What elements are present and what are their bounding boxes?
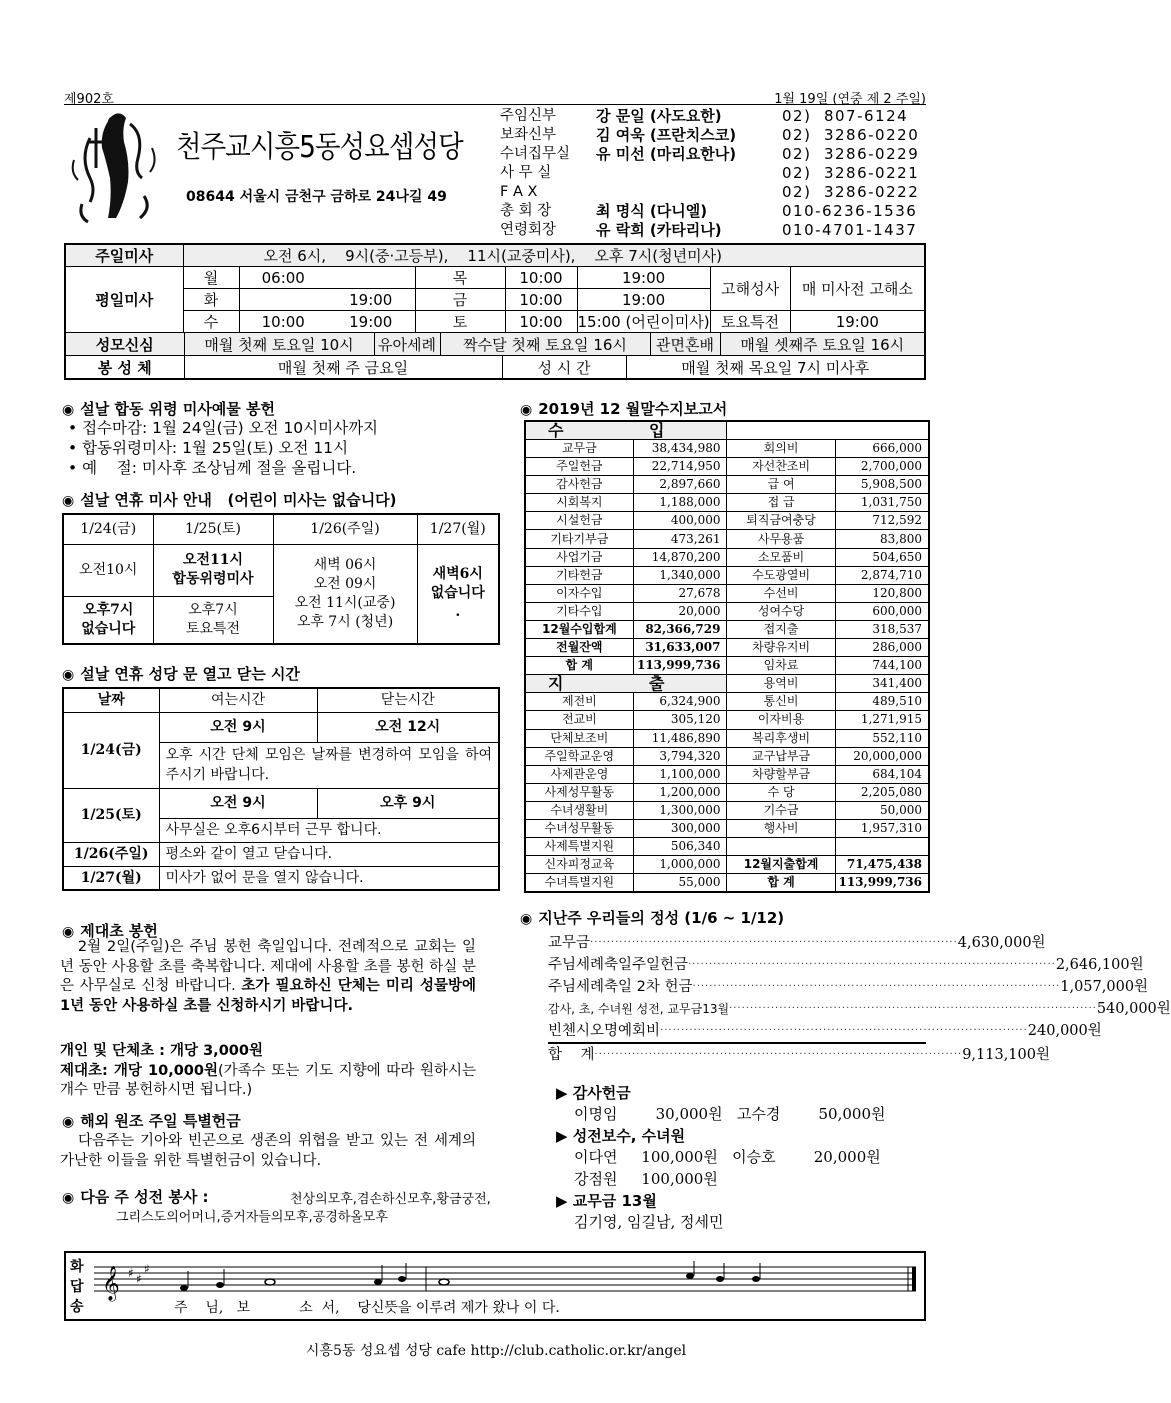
offering-amount: 2,646,100원	[1055, 957, 1144, 973]
table-row	[525, 602, 929, 620]
finance-value: 1,000,000	[633, 856, 727, 874]
finance-label: 주일헌금	[525, 458, 633, 476]
contact-phone: 010-4701-1437	[782, 221, 918, 239]
finance-value: 1,100,000	[633, 765, 727, 783]
finance-value: 83,800	[835, 530, 929, 548]
finance-label: 사업기금	[525, 548, 633, 566]
table-row	[525, 548, 929, 566]
offering-row: 주님세례축일 2차 헌금 ························································································ 1,057,000원	[548, 976, 926, 998]
confession-time: 매 미사전 고해소	[790, 267, 925, 311]
offering-row: 교무금 ························································································ 4,630,000원	[548, 932, 926, 954]
contact-name: 김 여욱 (프란치스코)	[596, 126, 737, 144]
offerings-list	[548, 932, 1171, 1064]
thu-time-b: 19:00	[577, 267, 710, 289]
finance-value: 286,000	[835, 639, 929, 657]
col-head: 1/26(주일)	[273, 514, 417, 544]
holiday-mass-table	[62, 513, 500, 645]
table-row	[525, 856, 929, 874]
day-mon: 월	[183, 267, 239, 289]
finance-label: 기타수입	[525, 602, 633, 620]
finance-value: 684,104	[835, 765, 929, 783]
finance-label: 합 계	[525, 657, 633, 675]
finance-label: 수선비	[727, 584, 835, 602]
communion-time: 매월 첫째 주 금요일	[184, 356, 502, 378]
thanks-group-title: ▶ 교무금 13월	[556, 1192, 657, 1210]
table-row	[525, 783, 929, 801]
note-cell: 오후 시간 단체 모임은 날짜를 변경하여 모임을 하여 주시기 바랍니다.	[159, 742, 499, 788]
finance-value: 22,714,950	[633, 458, 727, 476]
finance-value: 1,271,915	[835, 711, 929, 729]
section-title: 설날 연휴 미사 안내 (어린이 미사는 없습니다)	[80, 491, 397, 509]
finance-label: 용역비	[727, 675, 835, 693]
list-item: • 접수마감: 1월 24일(금) 오전 10시미사까지	[68, 419, 379, 437]
finance-value: 20,000	[633, 602, 727, 620]
finance-value: 2,205,080	[835, 783, 929, 801]
finance-head: 지 출	[525, 675, 727, 693]
door-hours-table	[62, 687, 500, 891]
finance-value: 50,000	[835, 801, 929, 819]
section-holiday-mass: ◉ 설날 연휴 미사 안내 (어린이 미사는 없습니다)	[62, 491, 397, 509]
table-row	[525, 639, 929, 657]
finance-value: 120,800	[835, 584, 929, 602]
finance-label: 행사비	[727, 819, 835, 837]
offering-label: 주님세례축일주일헌금	[548, 957, 689, 973]
cell: 오후7시 토요특전	[153, 596, 273, 644]
finance-label: 수 당	[727, 783, 835, 801]
contact-phone: 02) 3286-0220	[782, 126, 920, 144]
finance-label: 사제성무활동	[525, 783, 633, 801]
cell: 새벽 06시 오전 09시 오전 11시(교중) 오후 7시 (청년)	[273, 544, 417, 644]
finance-label: 시회복지	[525, 494, 633, 512]
overseas-aid-text: 다음주는 기아와 빈곤으로 생존의 위협을 받고 있는 전 세계의 가난한 이들을 위한 특별헌금이 있습니다.	[60, 1133, 476, 1169]
finance-value: 400,000	[633, 512, 727, 530]
offering-amount: 9,113,100원	[962, 1047, 1050, 1063]
finance-label: 이자비용	[727, 711, 835, 729]
col-head: 여는시간	[159, 688, 317, 712]
table-row	[525, 801, 929, 819]
date-cell: 1/25(토)	[63, 788, 159, 842]
offering-label: 감사, 초, 수녀원 성전, 교무금13월	[548, 1002, 730, 1016]
list-item: 이명임 30,000원 고수경 50,000원	[574, 1105, 886, 1123]
marian-label: 성모신심	[66, 333, 184, 355]
cell: 새벽6시 없습니다 .	[417, 544, 499, 644]
finance-label: 12월수입합계	[525, 620, 633, 638]
personal-candle-price: 개인 및 단체초 : 개당 3,000원	[60, 1043, 263, 1059]
service-groups-a: 천상의모후,겸손하신모후,황금궁전,	[290, 1192, 491, 1207]
contact-row	[500, 202, 926, 221]
sunday-mass-label: 주일미사	[65, 244, 183, 267]
finance-label: 수녀생활비	[525, 801, 633, 819]
section-title: 제대초 봉헌	[80, 922, 158, 940]
contact-row	[500, 164, 926, 183]
day-thu: 목	[415, 267, 505, 289]
contact-row	[500, 107, 926, 126]
table-row	[525, 765, 929, 783]
finance-label: 접 급	[727, 494, 835, 512]
finance-value: 5,908,500	[835, 476, 929, 494]
finance-label: 단체보조비	[525, 729, 633, 747]
finance-label: 수녀성무활동	[525, 819, 633, 837]
contact-name: 유 미선 (마리요한나)	[596, 145, 737, 163]
day-fri: 금	[415, 289, 505, 311]
table-row	[525, 566, 929, 584]
open-cell: 오전 9시	[159, 712, 317, 742]
contact-phone: 02) 807-6124	[782, 107, 909, 125]
finance-value: 27,678	[633, 584, 727, 602]
finance-label: 시설헌금	[525, 512, 633, 530]
svg-text:♯: ♯	[128, 1266, 134, 1280]
contact-phone: 02) 3286-0221	[782, 164, 920, 182]
finance-label: 전월잔액	[525, 639, 633, 657]
finance-value: 82,366,729	[633, 620, 727, 638]
table-row	[525, 711, 929, 729]
finance-value: 552,110	[835, 729, 929, 747]
contact-name	[582, 183, 782, 202]
offering-label: 주님세례축일 2차 헌금	[548, 979, 693, 995]
section-next-week-service: ◉ 다음 주 성전 봉사 :	[62, 1188, 209, 1206]
close-cell: 오후 9시	[317, 788, 499, 818]
contact-name: 최 명식 (다니엘)	[596, 202, 708, 220]
dispensation-label: 관면혼배	[650, 333, 720, 355]
contact-row	[500, 145, 926, 164]
day-tue: 화	[183, 289, 239, 311]
offering-label: 교무금	[548, 935, 591, 951]
section-title: 해외 원조 주일 특별헌금	[80, 1112, 241, 1130]
sat-special-label: 토요특전	[710, 311, 790, 333]
table-row	[525, 747, 929, 765]
thanks-group-title: ▶ 감사헌금	[556, 1084, 631, 1102]
footer: 시흥5동 성요셉 성당 cafe http://club.catholic.or.kr/angel	[305, 1343, 687, 1359]
contact-role: 연령회장	[500, 222, 557, 238]
finance-value: 113,999,736	[835, 874, 929, 893]
cell: 오후7시 없습니다	[63, 596, 153, 644]
finance-value: 300,000	[633, 819, 727, 837]
date-cell: 1/24(금)	[63, 712, 159, 788]
church-title: 천주교시흥5동성요셉성당	[176, 130, 463, 165]
altar-candle-price: 제대초: 개당 10,000원	[60, 1062, 218, 1079]
finance-value: 71,475,438	[835, 856, 929, 874]
finance-value: 712,592	[835, 512, 929, 530]
close-cell: 오전 12시	[317, 712, 499, 742]
finance-value: 38,434,980	[633, 440, 727, 458]
service-groups-b: 그리스도의어머니,증거자들의모후,공경하올모후	[116, 1210, 388, 1225]
offering-row: 감사, 초, 수녀원 성전, 교무금13월 ························································································ 540,000원	[548, 998, 926, 1020]
confession-label: 고해성사	[710, 267, 790, 311]
note-cell: 사무실은 오후6시부터 근무 합니다.	[159, 818, 499, 842]
fri-time-a: 10:00	[505, 289, 577, 311]
candle-prices	[60, 1042, 476, 1101]
finance-value: 6,324,900	[633, 693, 727, 711]
section-memorial-mass: ◉ 설날 합동 위령 미사예물 봉헌	[62, 400, 275, 418]
issue-date: 1월 19일 (연중 제 2 주일)	[774, 92, 926, 107]
contacts-table	[500, 107, 926, 240]
finance-label: 성여수당	[727, 602, 835, 620]
contact-name: 유 락희 (카타리나)	[596, 221, 722, 239]
finance-head: 수 입	[525, 421, 727, 440]
contact-name	[582, 164, 782, 183]
table-row	[525, 874, 929, 893]
finance-value	[835, 838, 929, 856]
finance-label: 자선찬조비	[727, 458, 835, 476]
finance-label: 퇴직금여충당	[727, 512, 835, 530]
section-title: 지난주 우리들의 정성 (1/6 ~ 1/12)	[538, 909, 785, 927]
sat-special-time: 19:00	[790, 311, 925, 333]
finance-value: 1,031,750	[835, 494, 929, 512]
finance-value: 305,120	[633, 711, 727, 729]
col-head: 1/27(월)	[417, 514, 499, 544]
offering-label: 합 계	[548, 1047, 595, 1063]
finance-value: 20,000,000	[835, 747, 929, 765]
contact-row	[500, 126, 926, 145]
finance-label: 기수금	[727, 801, 835, 819]
sat-time-b: 15:00 (어린이미사)	[577, 311, 710, 333]
church-logo-icon	[68, 108, 158, 226]
psalm-score	[64, 1251, 926, 1321]
finance-label: 12월지출합계	[727, 856, 835, 874]
finance-section-head	[525, 421, 929, 440]
svg-text:♯: ♯	[144, 1262, 150, 1276]
col-head: 날짜	[63, 688, 159, 712]
offering-row: 주님세례축일주일헌금 ························································································ 2,646,100원	[548, 954, 926, 976]
finance-value: 31,633,007	[633, 639, 727, 657]
cell: 오전11시 합동위령미사	[153, 544, 273, 596]
finance-label: 전교비	[525, 711, 633, 729]
contact-phone: 010-6236-1536	[782, 202, 918, 220]
finance-value: 506,340	[633, 838, 727, 856]
finance-value: 113,999,736	[633, 657, 727, 675]
communion-label: 봉 성 체	[66, 356, 184, 378]
sunday-mass-times: 오전 6시, 9시(중·고등부), 11시(교중미사), 오후 7시(청년미사)	[183, 244, 925, 267]
finance-label: 소모품비	[727, 548, 835, 566]
svg-text:♯: ♯	[136, 1272, 142, 1286]
finance-label: 사제관운영	[525, 765, 633, 783]
section-title: 설날 합동 위령 미사예물 봉헌	[80, 400, 275, 418]
marian-time: 매월 첫째 토요일 10시	[184, 333, 374, 355]
finance-value: 1,300,000	[633, 801, 727, 819]
finance-value: 2,874,710	[835, 566, 929, 584]
finance-label: 회의비	[727, 440, 835, 458]
finance-label: 수녀특별지원	[525, 874, 633, 893]
finance-label: 통신비	[727, 693, 835, 711]
finance-label: 기타헌금	[525, 566, 633, 584]
finance-value: 666,000	[835, 440, 929, 458]
finance-value: 473,261	[633, 530, 727, 548]
finance-label: 사제특별지원	[525, 838, 633, 856]
finance-label: 급 여	[727, 476, 835, 494]
section-altar-candles: ◉ 제대초 봉헌	[62, 922, 158, 940]
section-overseas-aid: ◉ 해외 원조 주일 특별헌금	[62, 1112, 241, 1130]
finance-value: 341,400	[835, 675, 929, 693]
section-title: 2019년 12 월말수지보고서	[538, 400, 728, 418]
list-item: • 예 절: 미사후 조상님께 절을 올립니다.	[68, 459, 357, 477]
wed-time-b: 19:00	[327, 311, 415, 333]
contact-role: 보좌신부	[500, 127, 557, 143]
finance-value: 600,000	[835, 602, 929, 620]
date-cell: 1/26(주일)	[63, 842, 159, 866]
table-row	[525, 512, 929, 530]
tue-time-b: 19:00	[327, 289, 415, 311]
table-row	[525, 819, 929, 837]
church-address: 08644 서울시 금천구 금하로 24나길 49	[186, 189, 447, 205]
finance-label: 차량유지비	[727, 639, 835, 657]
offering-label: 빈첸시오명예회비	[548, 1023, 661, 1039]
finance-value: 55,000	[633, 874, 727, 893]
contact-row	[500, 183, 926, 202]
section-title: 설날 연휴 성당 문 열고 닫는 시간	[80, 665, 300, 683]
wed-time-a: 10:00	[239, 311, 327, 333]
finance-label: 이자수입	[525, 584, 633, 602]
finance-value: 489,510	[835, 693, 929, 711]
altar-candles-text: 2월 2일(주일)은 주님 봉헌 축일입니다. 전례적으로 교회는 일 년 동안 사용할 초를 축복합니다. 제대에 사용할 초를 봉헌 하실 분은 사무실로 신청 바랍니다. 초가 필요하신 단체는 미리 성물방에 1년 동안 사용하실 초를 신청하시기 바랍니다.	[60, 939, 477, 1014]
finance-value: 14,870,200	[633, 548, 727, 566]
baptism-time: 짝수달 첫째 토요일 16시	[440, 333, 650, 355]
mass-schedule-table	[64, 243, 926, 380]
mon-time-a: 06:00	[239, 267, 327, 289]
contact-role: 사 무 실	[500, 165, 552, 181]
offering-row: 빈첸시오명예회비 ························································································ 240,000원	[548, 1020, 926, 1042]
finance-label: 신자피정교육	[525, 856, 633, 874]
section-door-hours: ◉ 설날 연휴 성당 문 열고 닫는 시간	[62, 665, 300, 683]
psalm-lyrics: 주 님, 보 소 서, 당신뜻을 이루려 제가 왔나 이 다.	[174, 1300, 560, 1316]
finance-label: 제전비	[525, 693, 633, 711]
table-row	[525, 657, 929, 675]
date-cell: 1/27(월)	[63, 866, 159, 890]
section-last-week-offerings: ◉ 지난주 우리들의 정성 (1/6 ~ 1/12)	[520, 909, 785, 927]
music-staff	[94, 1259, 920, 1299]
day-sat: 토	[415, 311, 505, 333]
finance-label: 교무금	[525, 440, 633, 458]
thanks-list	[552, 1082, 932, 1233]
finance-label	[727, 838, 835, 856]
open-cell: 오전 9시	[159, 788, 317, 818]
table-row	[525, 729, 929, 747]
weekday-mass-label: 평일미사	[65, 267, 183, 333]
finance-table	[524, 420, 930, 893]
col-head: 닫는시간	[317, 688, 499, 712]
psalm-label: 화 답 송	[70, 1259, 84, 1315]
finance-label: 수도광열비	[727, 566, 835, 584]
holy-hour-label: 성 시 간	[502, 356, 626, 378]
col-head: 1/25(토)	[153, 514, 273, 544]
thanks-group-title: ▶ 성전보수, 수녀원	[556, 1127, 686, 1145]
note-cell: 평소와 같이 열고 닫습니다.	[159, 842, 499, 866]
table-row	[525, 530, 929, 548]
header-top	[64, 88, 926, 106]
finance-section-head	[525, 675, 929, 693]
list-item: 이다연 100,000원 이승호 20,000원	[574, 1148, 881, 1166]
svg-text:𝄞: 𝄞	[102, 1266, 120, 1301]
cell: 오전10시	[63, 544, 153, 596]
finance-value: 318,537	[835, 620, 929, 638]
finance-label: 기타기부금	[525, 530, 633, 548]
contact-name: 강 문일 (사도요한)	[596, 107, 722, 125]
section-title: 다음 주 성전 봉사 :	[80, 1188, 209, 1206]
thu-time-a: 10:00	[505, 267, 577, 289]
finance-value: 11,486,890	[633, 729, 727, 747]
finance-value: 504,650	[835, 548, 929, 566]
table-row	[525, 584, 929, 602]
finance-value: 3,794,320	[633, 747, 727, 765]
table-row	[525, 458, 929, 476]
finance-label: 감사헌금	[525, 476, 633, 494]
mon-time-b	[327, 267, 415, 289]
finance-label: 주일학교운영	[525, 747, 633, 765]
list-item: 강점원 100,000원	[574, 1170, 718, 1188]
memorial-list	[68, 418, 378, 478]
finance-value: 1,188,000	[633, 494, 727, 512]
offering-amount: 540,000원	[1096, 1001, 1171, 1017]
finance-label: 교구납부금	[727, 747, 835, 765]
finance-label: 임차료	[727, 657, 835, 675]
finance-value: 744,100	[835, 657, 929, 675]
section-finance-report: ◉ 2019년 12 월말수지보고서	[520, 400, 728, 418]
contact-role: 총 회 장	[500, 203, 552, 219]
dispensation-time: 매월 셋째주 토요일 16시	[740, 335, 905, 354]
list-item: • 합동위령미사: 1월 25일(토) 오전 11시	[68, 439, 349, 457]
issue-number: 제902호	[64, 92, 114, 107]
offering-amount: 240,000원	[1027, 1023, 1102, 1039]
col-head: 1/24(금)	[63, 514, 153, 544]
table-row	[525, 693, 929, 711]
tue-time-a	[239, 289, 327, 311]
finance-value: 1,200,000	[633, 783, 727, 801]
day-wed: 수	[183, 311, 239, 333]
note-cell: 미사가 없어 문을 열지 않습니다.	[159, 866, 499, 890]
finance-label: 복리후생비	[727, 729, 835, 747]
contact-role: F A X	[500, 184, 538, 200]
list-item: 김기영, 임길남, 정세민	[574, 1213, 724, 1231]
sat-time-a: 10:00	[505, 311, 577, 333]
offering-total-row: 합 계 ························································································ 9,113,100원	[548, 1042, 926, 1064]
contact-phone: 02) 3286-0229	[782, 145, 920, 163]
baptism-label: 유아세례	[374, 333, 440, 355]
finance-label: 차량할부금	[727, 765, 835, 783]
table-row	[525, 620, 929, 638]
finance-label: 접지출	[727, 620, 835, 638]
finance-value: 2,700,000	[835, 458, 929, 476]
table-row	[525, 476, 929, 494]
contact-role: 주임신부	[500, 108, 557, 124]
finance-label: 사무용품	[727, 530, 835, 548]
finance-value: 1,340,000	[633, 566, 727, 584]
finance-value: 1,957,310	[835, 819, 929, 837]
finance-label: 합 계	[727, 874, 835, 893]
contact-role: 수녀집무실	[500, 146, 571, 162]
holy-hour-time: 매월 첫째 목요일 7시 미사후	[681, 358, 870, 377]
finance-value: 2,897,660	[633, 476, 727, 494]
table-row	[525, 838, 929, 856]
table-row	[525, 494, 929, 512]
contact-row	[500, 221, 926, 240]
offering-amount: 4,630,000원	[957, 935, 1046, 951]
contact-phone: 02) 3286-0222	[782, 183, 920, 201]
offering-amount: 1,057,000원	[1060, 979, 1149, 995]
fri-time-b: 19:00	[577, 289, 710, 311]
table-row	[525, 440, 929, 458]
candle-note: (가족수 또는 기도 지향에 따라 원하시는 개수 만큼 봉헌하시면 됩니다.)	[60, 1062, 476, 1098]
